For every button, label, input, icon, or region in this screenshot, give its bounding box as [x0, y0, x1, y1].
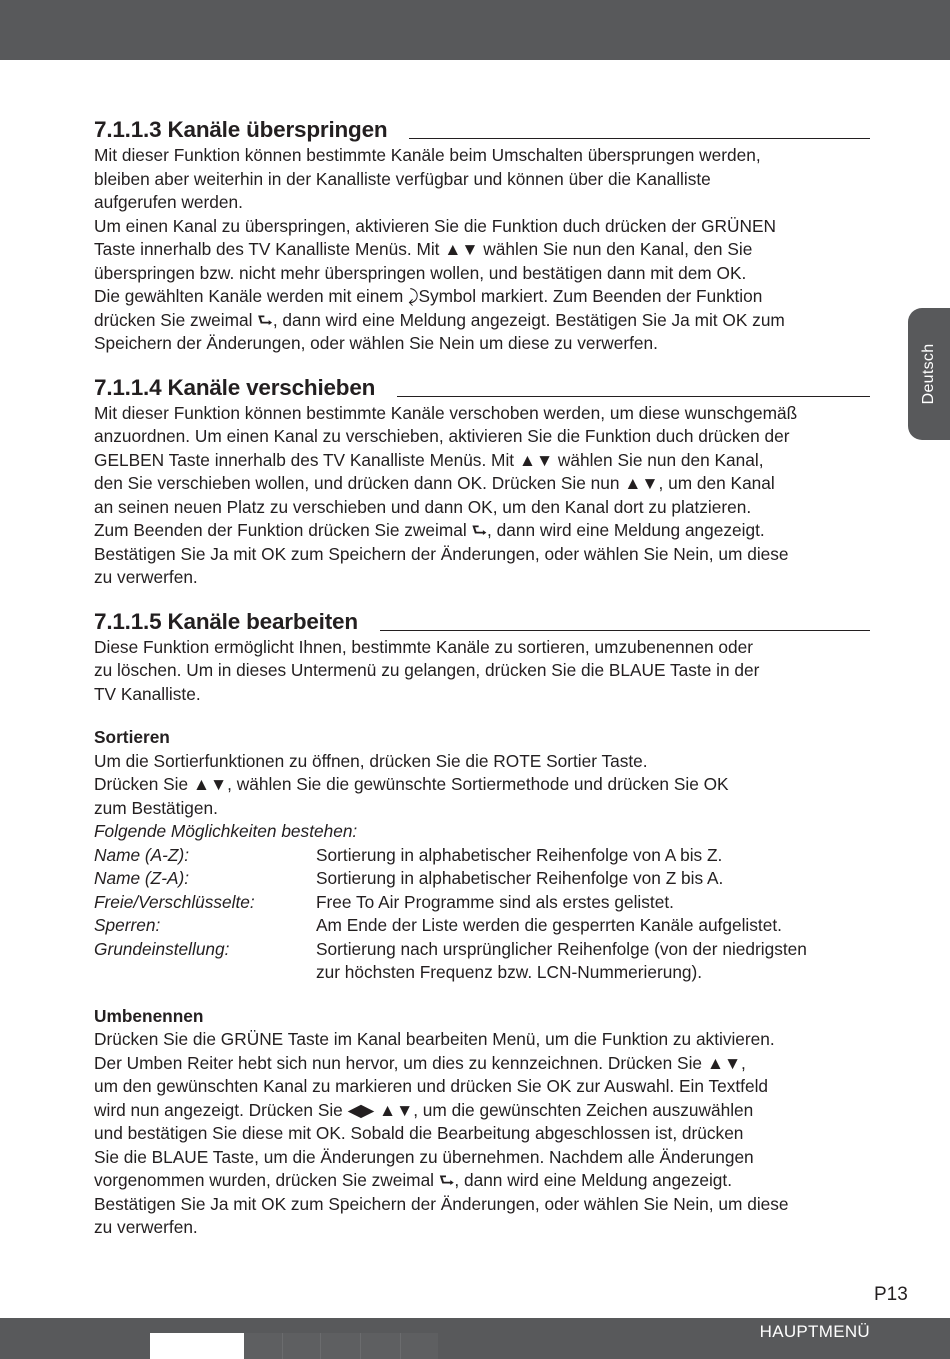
language-tab-label: Deutsch	[920, 343, 937, 405]
text-line: Bestätigen Sie Ja mit OK zum Speichern der Änderungen, oder wählen Sie Nein, um diese	[94, 543, 789, 564]
text-line: um den gewünschten Kanal zu markieren und drücken Sie OK zur Auswahl. Ein Textfeld	[94, 1076, 769, 1096]
page-number: P13	[874, 1284, 908, 1305]
option-term: Grundeinstellung:	[94, 938, 230, 959]
text-line: TV Kanalliste.	[94, 683, 201, 704]
text-line: zu verwerfen.	[94, 1217, 198, 1237]
section-heading-move: 7.1.1.4 Kanäle verschieben	[94, 374, 870, 402]
subheading-sortieren: Sortieren	[94, 727, 170, 747]
top-bar	[0, 0, 950, 60]
footer-section-label: HAUPTMENÜ	[759, 1322, 870, 1341]
section-body-edit	[94, 636, 870, 707]
text-line: Um die Sortierfunktionen zu öffnen, drücken Sie die ROTE Sortier Taste.	[94, 750, 648, 771]
option-desc: Sortierung in alphabetischer Reihenfolge von Z bis A.	[316, 868, 724, 888]
option-term: Sperren:	[94, 915, 161, 935]
option-term: Freie/Verschlüsselte:	[94, 891, 255, 912]
bottom-bar	[0, 1318, 950, 1359]
progress-segment-active	[150, 1333, 244, 1359]
section-heading-edit: 7.1.1.5 Kanäle bearbeiten	[94, 608, 870, 636]
text-line: zum Bestätigen.	[94, 797, 218, 818]
heading-rule	[409, 138, 870, 139]
text-line: Mit dieser Funktion können bestimmte Kanäle verschoben werden, um diese wunschgemäß	[94, 402, 798, 423]
text-line: aufgerufen werden.	[94, 192, 243, 212]
text-line: anzuordnen. Um einen Kanal zu verschieben, aktivieren Sie die Funktion duch drücken der	[94, 426, 790, 446]
section-body-move	[94, 402, 870, 590]
text-line: wird nun angezeigt. Drücken Sie ◀▶ ▲▼, um die gewünschten Zeichen auszuwählen	[94, 1099, 754, 1120]
section-body-skip	[94, 144, 870, 356]
text-line: Mit dieser Funktion können bestimmte Kanäle beim Umschalten übersprungen werden,	[94, 145, 761, 165]
text-line: bleiben aber weiterhin in der Kanalliste verfügbar und können über die Kanalliste	[94, 168, 711, 189]
option-desc: Sortierung in alphabetischer Reihenfolge von A bis Z.	[316, 844, 723, 865]
text-line: Speichern der Änderungen, oder wählen Sie Nein um diese zu verwerfen.	[94, 333, 658, 353]
text-line: zu verwerfen.	[94, 567, 198, 587]
text-line: Taste innerhalb des TV Kanalliste Menüs. Mit ▲▼ wählen Sie nun den Kanal, den Sie	[94, 239, 753, 259]
text-line: Der Umben Reiter hebt sich nun hervor, um dies zu kennzeichnen. Drücken Sie ▲▼,	[94, 1052, 746, 1073]
heading-rule	[380, 630, 870, 631]
text-line: Bestätigen Sie Ja mit OK zum Speichern der Änderungen, oder wählen Sie Nein, um diese	[94, 1193, 789, 1214]
language-tab	[908, 308, 950, 440]
text-line: vorgenommen wurden, drücken Sie zweimal ⮑, dann wird eine Meldung angezeigt.	[94, 1170, 733, 1190]
option-desc: Sortierung nach ursprünglicher Reihenfolge (von der niedrigsten	[316, 938, 807, 959]
progress-segments	[244, 1333, 438, 1359]
option-desc: Free To Air Programme sind als erstes gelistet.	[316, 891, 674, 912]
heading-rule	[397, 396, 870, 397]
text-line: Um einen Kanal zu überspringen, aktivieren Sie die Funktion duch drücken der GRÜNEN	[94, 215, 777, 236]
section-heading-skip: 7.1.1.3 Kanäle überspringen	[94, 116, 870, 144]
option-term: Name (Z-A):	[94, 868, 190, 888]
text-line: Diese Funktion ermöglicht Ihnen, bestimmte Kanäle zu sortieren, umzubenennen oder	[94, 636, 753, 657]
text-line: drücken Sie zweimal ⮑, dann wird eine Meldung angezeigt. Bestätigen Sie Ja mit OK zum	[94, 309, 785, 330]
options-intro: Folgende Möglichkeiten bestehen:	[94, 821, 358, 841]
text-line: GELBEN Taste innerhalb des TV Kanalliste Menüs. Mit ▲▼ wählen Sie nun den Kanal,	[94, 449, 764, 470]
text-line: Drücken Sie die GRÜNE Taste im Kanal bearbeiten Menü, um die Funktion zu aktivieren.	[94, 1029, 775, 1049]
text-line: Zum Beenden der Funktion drücken Sie zweimal ⮑, dann wird eine Meldung angezeigt.	[94, 520, 765, 540]
text-line: Sie die BLAUE Taste, um die Änderungen zu übernehmen. Nachdem alle Änderungen	[94, 1146, 754, 1167]
option-term	[94, 961, 316, 985]
sort-options-table	[94, 844, 870, 985]
option-desc: zur höchsten Frequenz bzw. LCN-Nummerierung).	[316, 962, 703, 982]
text-line: zu löschen. Um in dieses Untermenü zu gelangen, drücken Sie die BLAUE Taste in der	[94, 660, 760, 680]
text-line: Die gewählten Kanäle werden mit einem ⤸Symbol markiert. Zum Beenden der Funktion	[94, 286, 763, 306]
text-line: Drücken Sie ▲▼, wählen Sie die gewünschte Sortiermethode und drücken Sie OK	[94, 774, 729, 794]
page-content	[94, 116, 870, 1240]
option-desc: Am Ende der Liste werden die gesperrten Kanäle aufgelistet.	[316, 915, 782, 935]
text-line: und bestätigen Sie diese mit OK. Sobald die Bearbeitung abgeschlossen ist, drücken	[94, 1123, 744, 1143]
text-line: den Sie verschieben wollen, und drücken dann OK. Drücken Sie nun ▲▼, um den Kanal	[94, 473, 775, 493]
subheading-umbenennen: Umbenennen	[94, 1005, 204, 1026]
option-term: Name (A-Z):	[94, 844, 190, 865]
text-line: überspringen bzw. nicht mehr überspringen wollen, und bestätigen dann mit dem OK.	[94, 262, 747, 283]
text-line: an seinen neuen Platz zu verschieben und dann OK, um den Kanal dort zu platzieren.	[94, 496, 752, 517]
